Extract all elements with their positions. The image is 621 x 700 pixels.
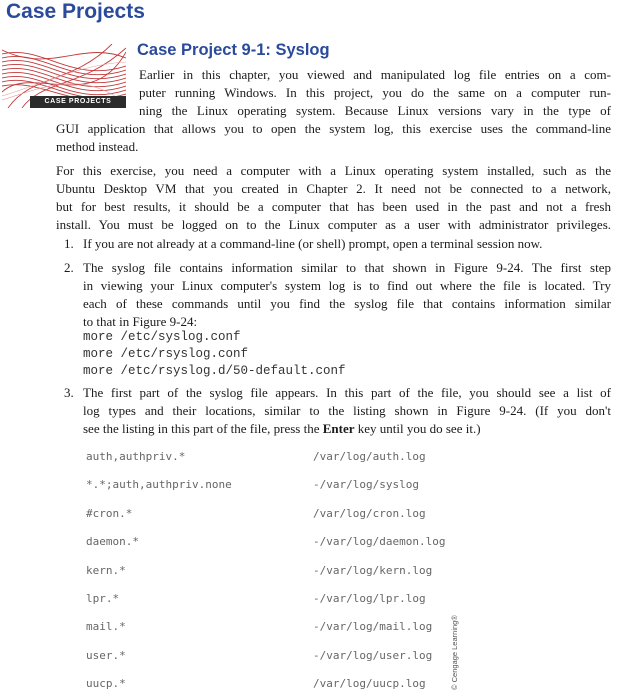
log-path: /var/log/cron.log	[313, 507, 426, 520]
para2-line: but for best results, it should be a computer that has been used in the past and not a fresh	[56, 199, 611, 214]
log-selector: lpr.*	[86, 592, 120, 605]
step-number: 2.	[64, 260, 74, 275]
log-selector: uucp.*	[86, 677, 126, 690]
log-selector: mail.*	[86, 620, 126, 633]
step-line: log types and their locations, similar to the listing shown in Figure 9-24. (If you don't	[83, 403, 611, 418]
step-text: see the listing in this part of the file, press the	[83, 421, 323, 436]
command-line: more /etc/rsyslog.d/50-default.conf	[83, 364, 346, 378]
step-number: 1.	[64, 236, 74, 251]
intro-line: method instead.	[56, 139, 139, 154]
log-selector: *.*;auth,authpriv.none	[86, 478, 232, 491]
step-line	[83, 421, 481, 437]
para2-line: install. You must be logged on to the Linux computer as a user with administrator privileges.	[56, 217, 611, 232]
log-path: -/var/log/user.log	[313, 649, 433, 662]
intro-line: Earlier in this chapter, you viewed and manipulated log file entries on a com-	[139, 67, 611, 82]
log-selector: kern.*	[86, 564, 126, 577]
log-path: /var/log/auth.log	[313, 450, 426, 463]
step-line: to that in Figure 9-24:	[83, 314, 198, 329]
case-projects-label: CASE PROJECTS	[30, 96, 126, 108]
section-title: Case Projects	[6, 0, 145, 23]
intro-line: GUI application that allows you to open the system log, this exercise uses the command-line	[56, 121, 611, 136]
case-projects-thumbnail	[2, 44, 126, 108]
intro-line: ning the Linux operating system. Because Linux versions vary in the type of	[139, 103, 611, 118]
step-line: in viewing your Linux computer's system log is to find out where the file is located. Try	[83, 278, 611, 293]
log-path: -/var/log/syslog	[313, 478, 419, 491]
log-path: -/var/log/lpr.log	[313, 592, 426, 605]
command-line: more /etc/rsyslog.conf	[83, 347, 249, 361]
para2-line: Ubuntu Desktop VM that you created in Chapter 2. It need not be connected to a network,	[56, 181, 611, 196]
log-path: -/var/log/kern.log	[313, 564, 433, 577]
log-selector: daemon.*	[86, 535, 139, 548]
project-title: Case Project 9-1: Syslog	[137, 41, 330, 59]
log-path: -/var/log/mail.log	[313, 620, 433, 633]
step-line: each of these commands until you find the syslog file that contains information similar	[83, 296, 611, 311]
log-selector: #cron.*	[86, 507, 133, 520]
command-line: more /etc/syslog.conf	[83, 330, 241, 344]
step-text: key until you do see it.)	[354, 421, 481, 436]
log-selector: auth,authpriv.*	[86, 450, 186, 463]
step-number: 3.	[64, 385, 74, 400]
log-path: -/var/log/daemon.log	[313, 535, 446, 548]
step-line: If you are not already at a command-line (or shell) prompt, open a terminal session now.	[83, 236, 543, 251]
intro-line: puter running Windows. In this project, you do the same on a computer run-	[139, 85, 611, 100]
para2-line: For this exercise, you need a computer with a Linux operating system installed, such as the	[56, 163, 611, 178]
step-line: The first part of the syslog file appears. In this part of the file, you should see a list of	[83, 385, 611, 400]
log-selector: user.*	[86, 649, 126, 662]
enter-key-label: Enter	[322, 421, 355, 436]
step-line: The syslog file contains information similar to that shown in Figure 9-24. The first step	[83, 260, 611, 275]
copyright-credit: © Cengage Learning®	[450, 615, 459, 690]
log-path: /var/log/uucp.log	[313, 677, 426, 690]
